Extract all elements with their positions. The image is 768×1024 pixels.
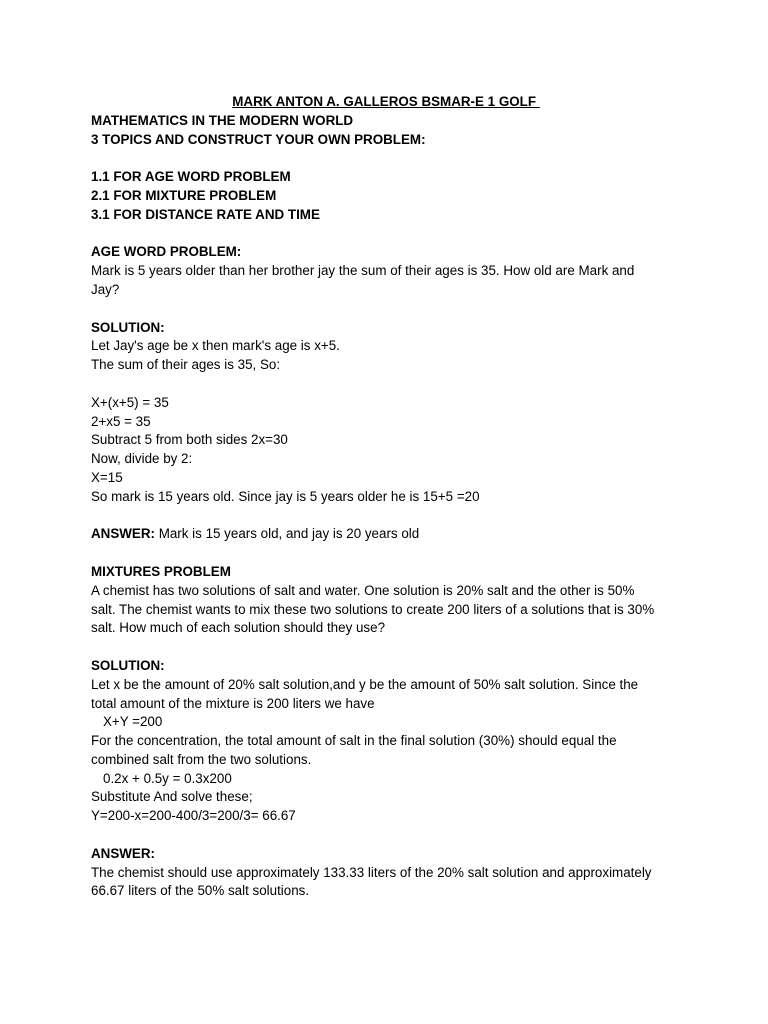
age-solution-text: Let Jay's age be x then mark's age is x+5.	[91, 338, 340, 354]
mixture-problem-heading: MIXTURES PROBLEM	[91, 563, 231, 579]
mixture-solution-heading: SOLUTION:	[91, 657, 165, 673]
age-problem-heading: AGE WORD PROBLEM:	[91, 244, 242, 260]
age-solution-step: Now, divide by 2:	[91, 451, 193, 467]
spacer	[91, 149, 691, 168]
spacer	[91, 507, 691, 526]
mixture-solution-text: total amount of the mixture is 200 liters we have	[91, 695, 375, 711]
topic-item: 1.1 FOR AGE WORD PROBLEM	[91, 169, 291, 185]
topic-item: 3.1 FOR DISTANCE RATE AND TIME	[91, 206, 320, 222]
spacer	[91, 826, 691, 845]
age-answer-text: Mark is 15 years old, and jay is 20 years old	[154, 526, 420, 542]
document-body	[91, 93, 691, 901]
mixture-solution-text: Substitute And solve these;	[91, 789, 253, 805]
mixture-solution-text: combined salt from the two solutions.	[91, 751, 312, 767]
mixture-answer-text: The chemist should use approximately 133.33 liters of the 20% salt solution and approximately	[91, 864, 652, 880]
mixture-answer-label: ANSWER:	[91, 845, 155, 861]
mixture-solution-text: Let x be the amount of 20% salt solution,and y be the amount of 50% salt solution. Since the	[91, 676, 639, 692]
mixture-equation: 0.2x + 0.5y = 0.3x200	[103, 770, 232, 786]
age-solution-step: So mark is 15 years old. Since jay is 5 years older he is 15+5 =20	[91, 488, 480, 504]
age-solution-heading: SOLUTION:	[91, 319, 165, 335]
age-answer-label: ANSWER:	[91, 526, 155, 542]
mixture-solution-text: For the concentration, the total amount of salt in the final solution (30%) should equal the	[91, 733, 617, 749]
mixture-equation: X+Y =200	[103, 714, 163, 730]
spacer	[91, 225, 691, 244]
mixture-problem-text: A chemist has two solutions of salt and water. One solution is 20% salt and the other is 50%	[91, 582, 635, 598]
age-solution-step: X=15	[91, 469, 123, 485]
mixture-answer-text: 66.67 liters of the 50% salt solutions.	[91, 883, 310, 899]
instruction-heading: 3 TOPICS AND CONSTRUCT YOUR OWN PROBLEM:	[91, 131, 426, 147]
mixture-solution-text: Y=200-x=200-400/3=200/3= 66.67	[91, 808, 296, 824]
topic-item: 2.1 FOR MIXTURE PROBLEM	[91, 187, 277, 203]
mixture-problem-text: salt. The chemist wants to mix these two solutions to create 200 liters of a solutions that is 30%	[91, 601, 655, 617]
age-problem-text: Jay?	[91, 281, 120, 297]
age-solution-text: The sum of their ages is 35, So:	[91, 357, 281, 373]
age-problem-text: Mark is 5 years older than her brother jay the sum of their ages is 35. How old are Mark and	[91, 263, 635, 279]
spacer	[91, 638, 691, 657]
mixture-problem-text: salt. How much of each solution should they use?	[91, 620, 386, 636]
spacer	[91, 375, 691, 394]
age-solution-step: 2+x5 = 35	[91, 413, 151, 429]
age-solution-step: X+(x+5) = 35	[91, 394, 169, 410]
age-answer	[91, 525, 691, 544]
spacer	[91, 300, 691, 319]
document-title: MARK ANTON A. GALLEROS BSMAR-E 1 GOLF	[232, 94, 540, 109]
spacer	[91, 544, 691, 563]
age-solution-step: Subtract 5 from both sides 2x=30	[91, 432, 288, 448]
subject-heading: MATHEMATICS IN THE MODERN WORLD	[91, 112, 354, 128]
